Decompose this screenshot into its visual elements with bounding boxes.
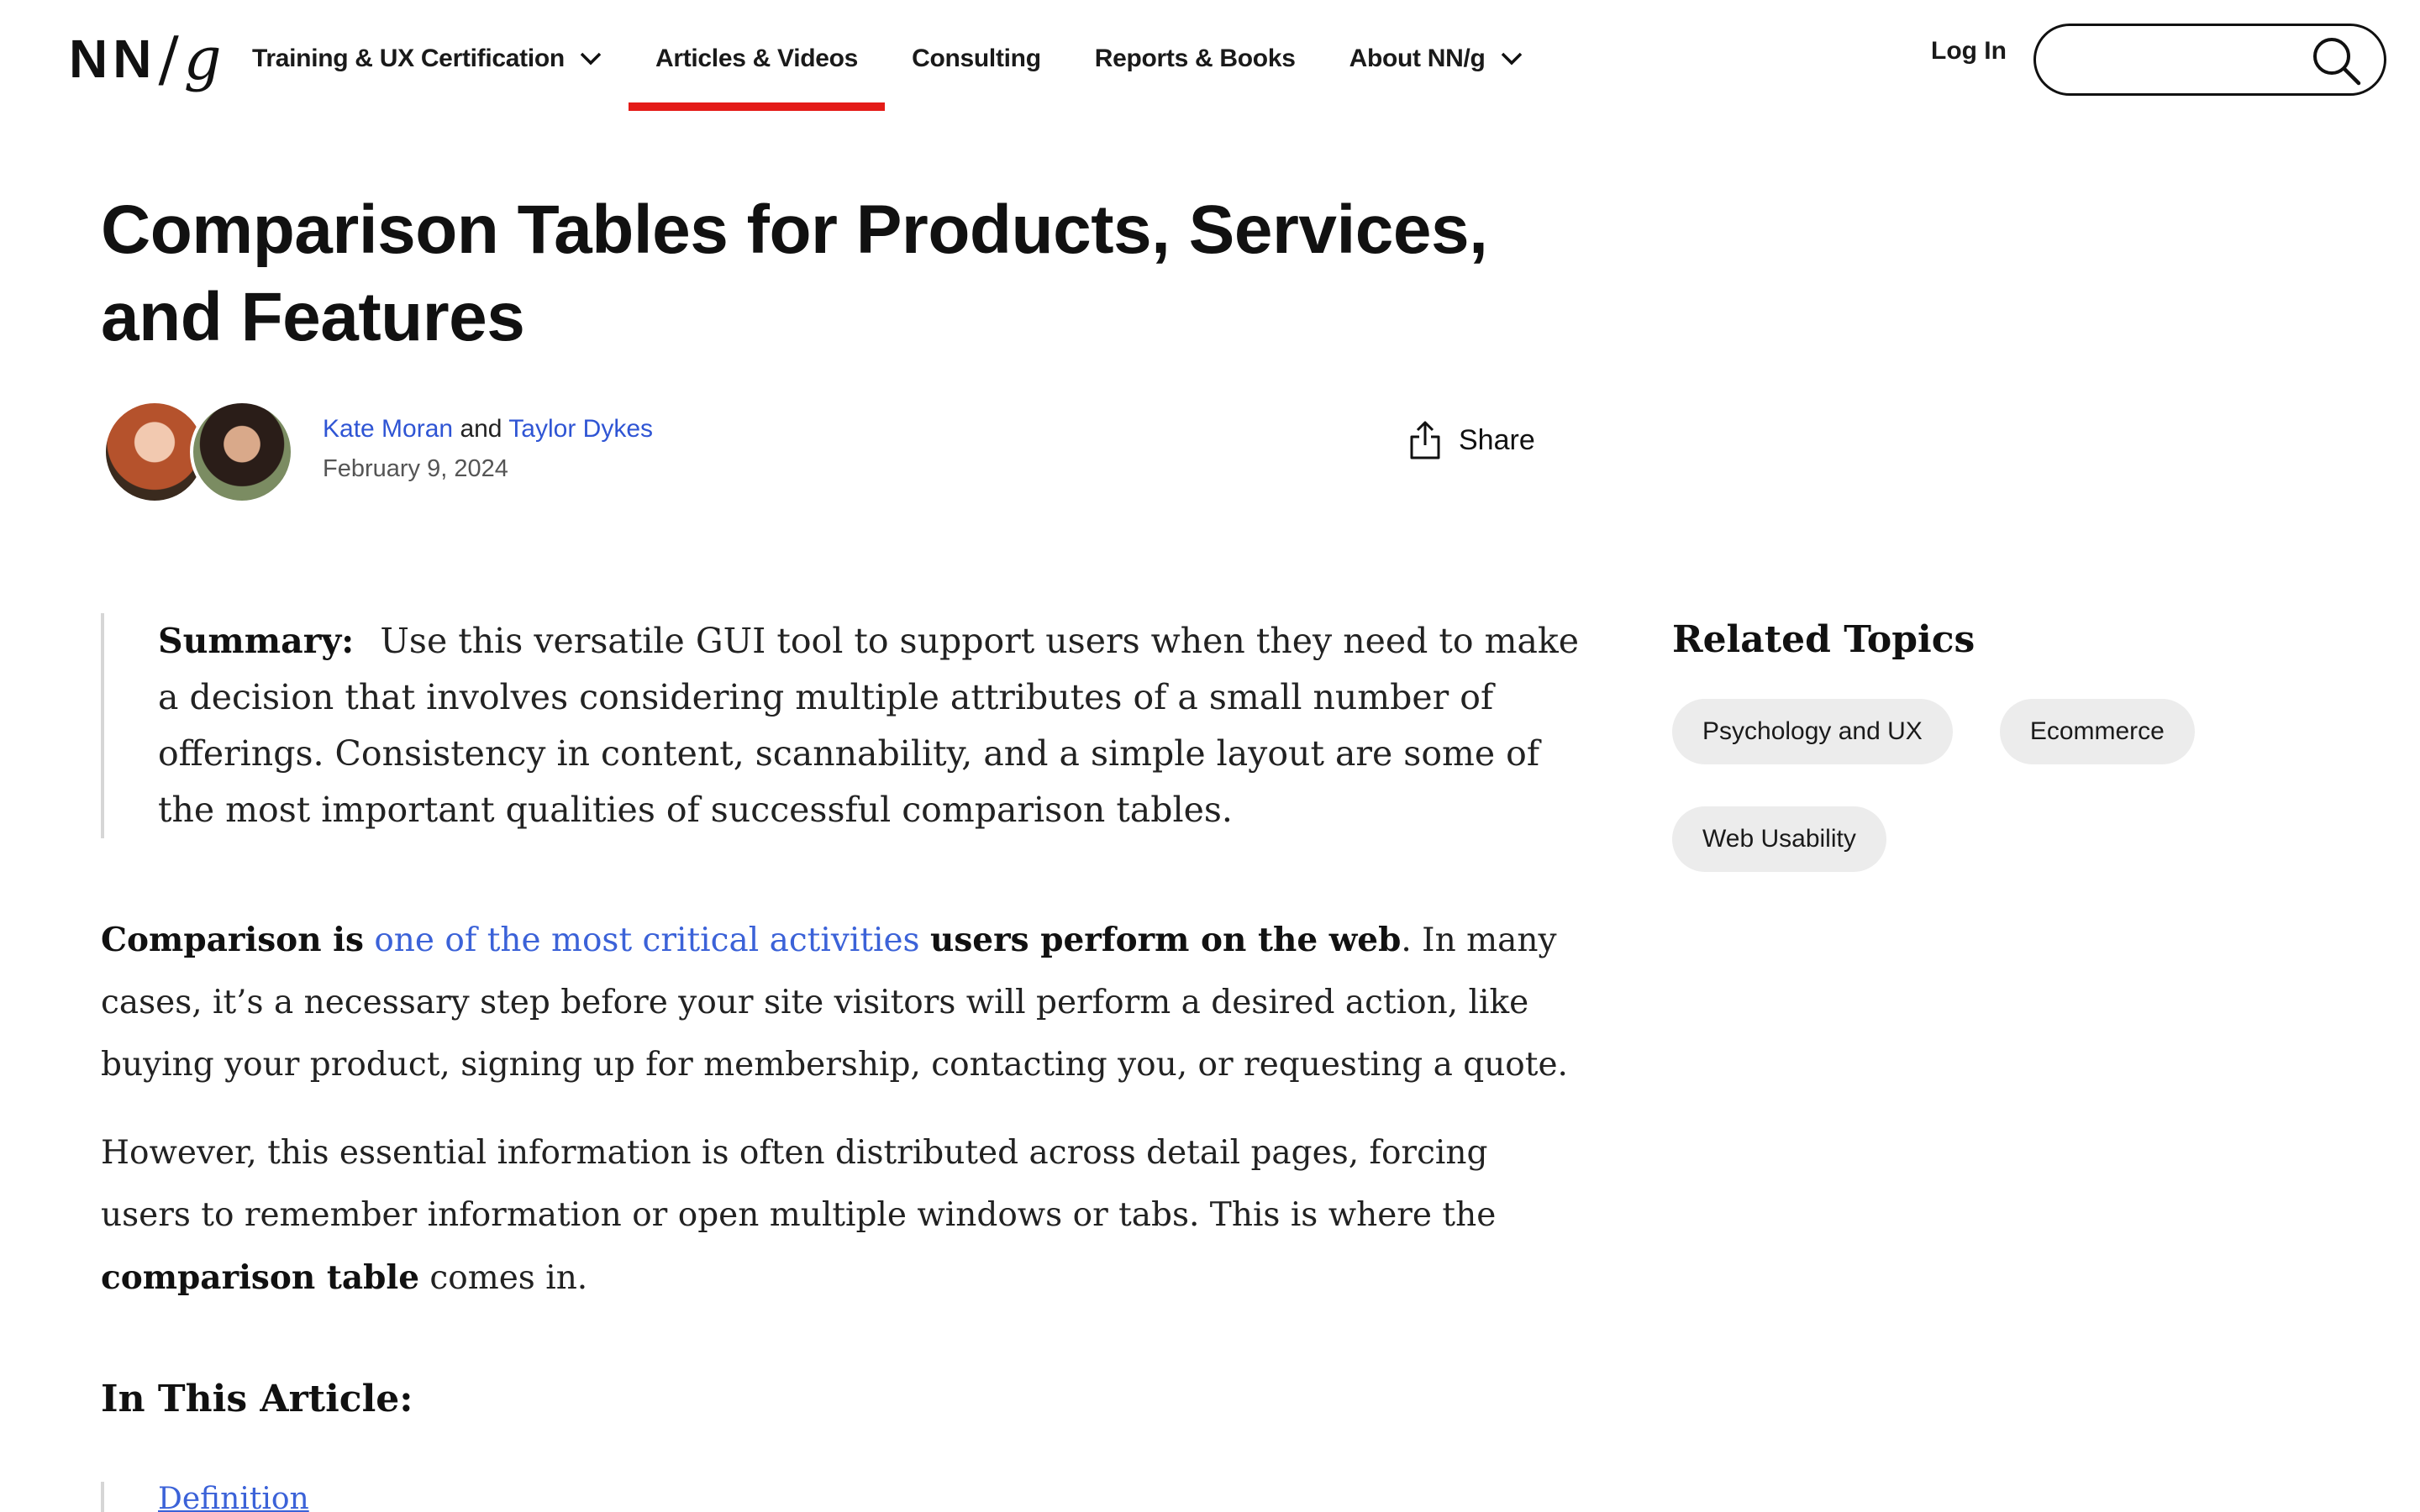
toc-heading: In This Article: (101, 1378, 413, 1420)
toc-item-definition[interactable]: Definition (158, 1482, 309, 1512)
share-button[interactable] (1408, 420, 1535, 460)
author-link-kate-moran[interactable]: Kate Moran (323, 415, 454, 443)
byline-authors (323, 415, 653, 444)
nav-reports-label: Reports & Books (1094, 45, 1296, 72)
search-icon[interactable] (2310, 34, 2362, 87)
p1-bold-start: Comparison is (101, 921, 364, 959)
nav-training[interactable] (252, 0, 629, 118)
critical-activities-link[interactable]: one of the most critical activities (374, 921, 920, 959)
nav-consulting[interactable] (885, 0, 1068, 118)
chevron-down-icon (580, 52, 602, 66)
page-title: Comparison Tables for Products, Services, and Features (101, 192, 1488, 355)
nav-training-label: Training & UX Certification (252, 45, 565, 72)
site-header (0, 0, 2420, 118)
summary-text: Use this versatile GUI tool to support users when they need to make a decision that involves considering multiple attributes of a small number of offerings. Consistency in content, scannability, and a simple layout are some of the most important qualities of successful comparison tables. (158, 621, 1580, 830)
p2-bold: comparison table (101, 1258, 420, 1297)
main-nav (252, 0, 1549, 118)
author-link-taylor-dykes[interactable]: Taylor Dykes (508, 415, 654, 443)
nav-articles-label: Articles & Videos (655, 45, 859, 72)
related-topics-heading: Related Topics (1672, 618, 1975, 661)
related-topics-list (1672, 699, 2277, 872)
share-label: Share (1459, 423, 1535, 456)
logo-slash: / (158, 24, 182, 94)
nav-reports-books[interactable] (1068, 0, 1323, 118)
body-paragraph-1 (101, 909, 1580, 1096)
p2-rest: comes in. (429, 1259, 588, 1297)
p1-rest: . In many cases, it’s a necessary step before your site visitors will perform a desired action, like buying your product, signing up for membership, contacting you, or requesting a quote. (101, 921, 1568, 1084)
login-link[interactable]: Log In (1931, 37, 2007, 65)
p2-text: However, this essential information is often distributed across detail pages, forcing users to remember information or open multiple windows or tabs. This is where the (101, 1134, 1497, 1234)
nng-logo[interactable] (69, 25, 225, 92)
chevron-down-icon (1501, 52, 1523, 66)
topic-chip-ecommerce[interactable]: Ecommerce (2000, 699, 2195, 764)
author-joiner: and (460, 415, 502, 443)
search-box (2033, 24, 2386, 96)
avatar-taylor-dykes[interactable] (190, 400, 294, 504)
nav-about[interactable] (1323, 0, 1549, 118)
share-icon (1408, 420, 1442, 460)
logo-nn: NN (69, 29, 157, 89)
nav-articles-videos[interactable] (629, 0, 885, 118)
topic-chip-web-usability[interactable]: Web Usability (1672, 806, 1886, 872)
nav-consulting-label: Consulting (912, 45, 1041, 72)
p1-bold-end: users perform on the web (929, 921, 1402, 959)
topic-chip-psychology-ux[interactable]: Psychology and UX (1672, 699, 1953, 764)
logo-g: g (183, 24, 225, 93)
summary-label: Summary: (158, 621, 355, 661)
author-avatars (103, 400, 296, 504)
publish-date: February 9, 2024 (323, 455, 508, 482)
nav-about-label: About NN/g (1349, 45, 1486, 72)
article-summary (101, 613, 1580, 838)
search-input[interactable] (2065, 34, 2317, 85)
body-paragraph-2 (101, 1122, 1580, 1310)
table-of-contents (101, 1482, 309, 1512)
